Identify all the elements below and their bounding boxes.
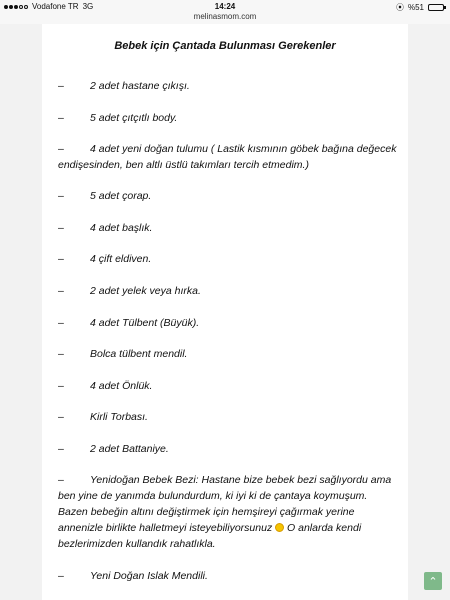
scroll-to-top-button[interactable] [424,572,442,590]
url-bar[interactable]: melinasmom.com [0,12,450,24]
list-dash: – [58,443,64,455]
list-dash: – [58,222,64,234]
list-dash: – [58,80,64,92]
list-item [58,110,398,126]
list-dash: – [58,348,64,360]
smiley-icon [275,523,284,532]
clock: 14:24 [214,2,236,11]
list-dash: – [58,190,64,202]
battery-icon [428,4,444,11]
network-type: 3G [82,2,94,11]
list-item-text: 4 adet yeni doğan tulumu ( Lastik kısmının göbek bağına değecek endişesinden, ben altlı üstlü takımları tercih etmedim.) [58,143,397,171]
article-title: Bebek için Çantada Bulunması Gerekenler [114,40,336,52]
list-item [58,141,398,173]
list-dash: – [58,317,64,329]
list-item-text: 2 adet yelek veya hırka. [90,285,201,297]
list-item [58,441,398,457]
list-item-text: 2 adet hastane çıkışı. [90,80,190,92]
list-dash: – [58,380,64,392]
list-item [58,251,398,267]
list-item-text: Yeni Doğan Islak Mendili. [90,570,208,582]
list-item-text: 4 çift eldiven. [90,253,152,265]
list-item [58,78,398,94]
battery-percent: %51 [407,3,424,12]
list-item [58,409,398,425]
list-item [58,188,398,204]
list-item [58,568,398,584]
list-item-text: 4 adet Önlük. [90,380,153,392]
list-item-text-part: Yenidoğan Bebek Bezi: Hastane bize bebek bezi sağlıyordu ama ben yine de yanımda bulundurdum, ki iyi ki de çantaya koymuşum. Bazen bebeğin altını değiştirmek için hemşireyi çağırmak yerine annenizle birlikte halletmeyi isteyebiliyorsunuz [58,474,392,534]
list-dash: – [58,411,64,423]
list-dash: – [58,253,64,265]
list-item [58,346,398,362]
list-item-text: 5 adet çıtçıtlı body. [90,112,178,124]
list-item-text: Bolca tülbent mendil. [90,348,188,360]
carrier-name: Vodafone TR [32,2,79,11]
list-dash: – [58,285,64,297]
list-item-text: 4 adet başlık. [90,222,153,234]
location-icon: ⦿ [395,3,404,12]
list-dash: – [58,143,64,155]
list-dash: – [58,570,64,582]
arrow-up-icon: ⌃ [428,575,438,588]
list-item [58,378,398,394]
list-item-text-part: O anlarda kendi bezlerimizden kullandık rahatlıkla. [58,522,362,550]
list-item-text: 4 adet Tülbent (Büyük). [90,317,200,329]
list-item [58,472,398,552]
list-item-text: 2 adet Battaniye. [90,443,169,455]
list-dash: – [58,474,64,486]
list-item [58,283,398,299]
list-dash: – [58,112,64,124]
list-item-text [58,472,398,552]
list-item [58,220,398,236]
list-item-text: Kirli Torbası. [90,411,148,423]
list-item [58,315,398,331]
list-item-text: 5 adet çorap. [90,190,152,202]
